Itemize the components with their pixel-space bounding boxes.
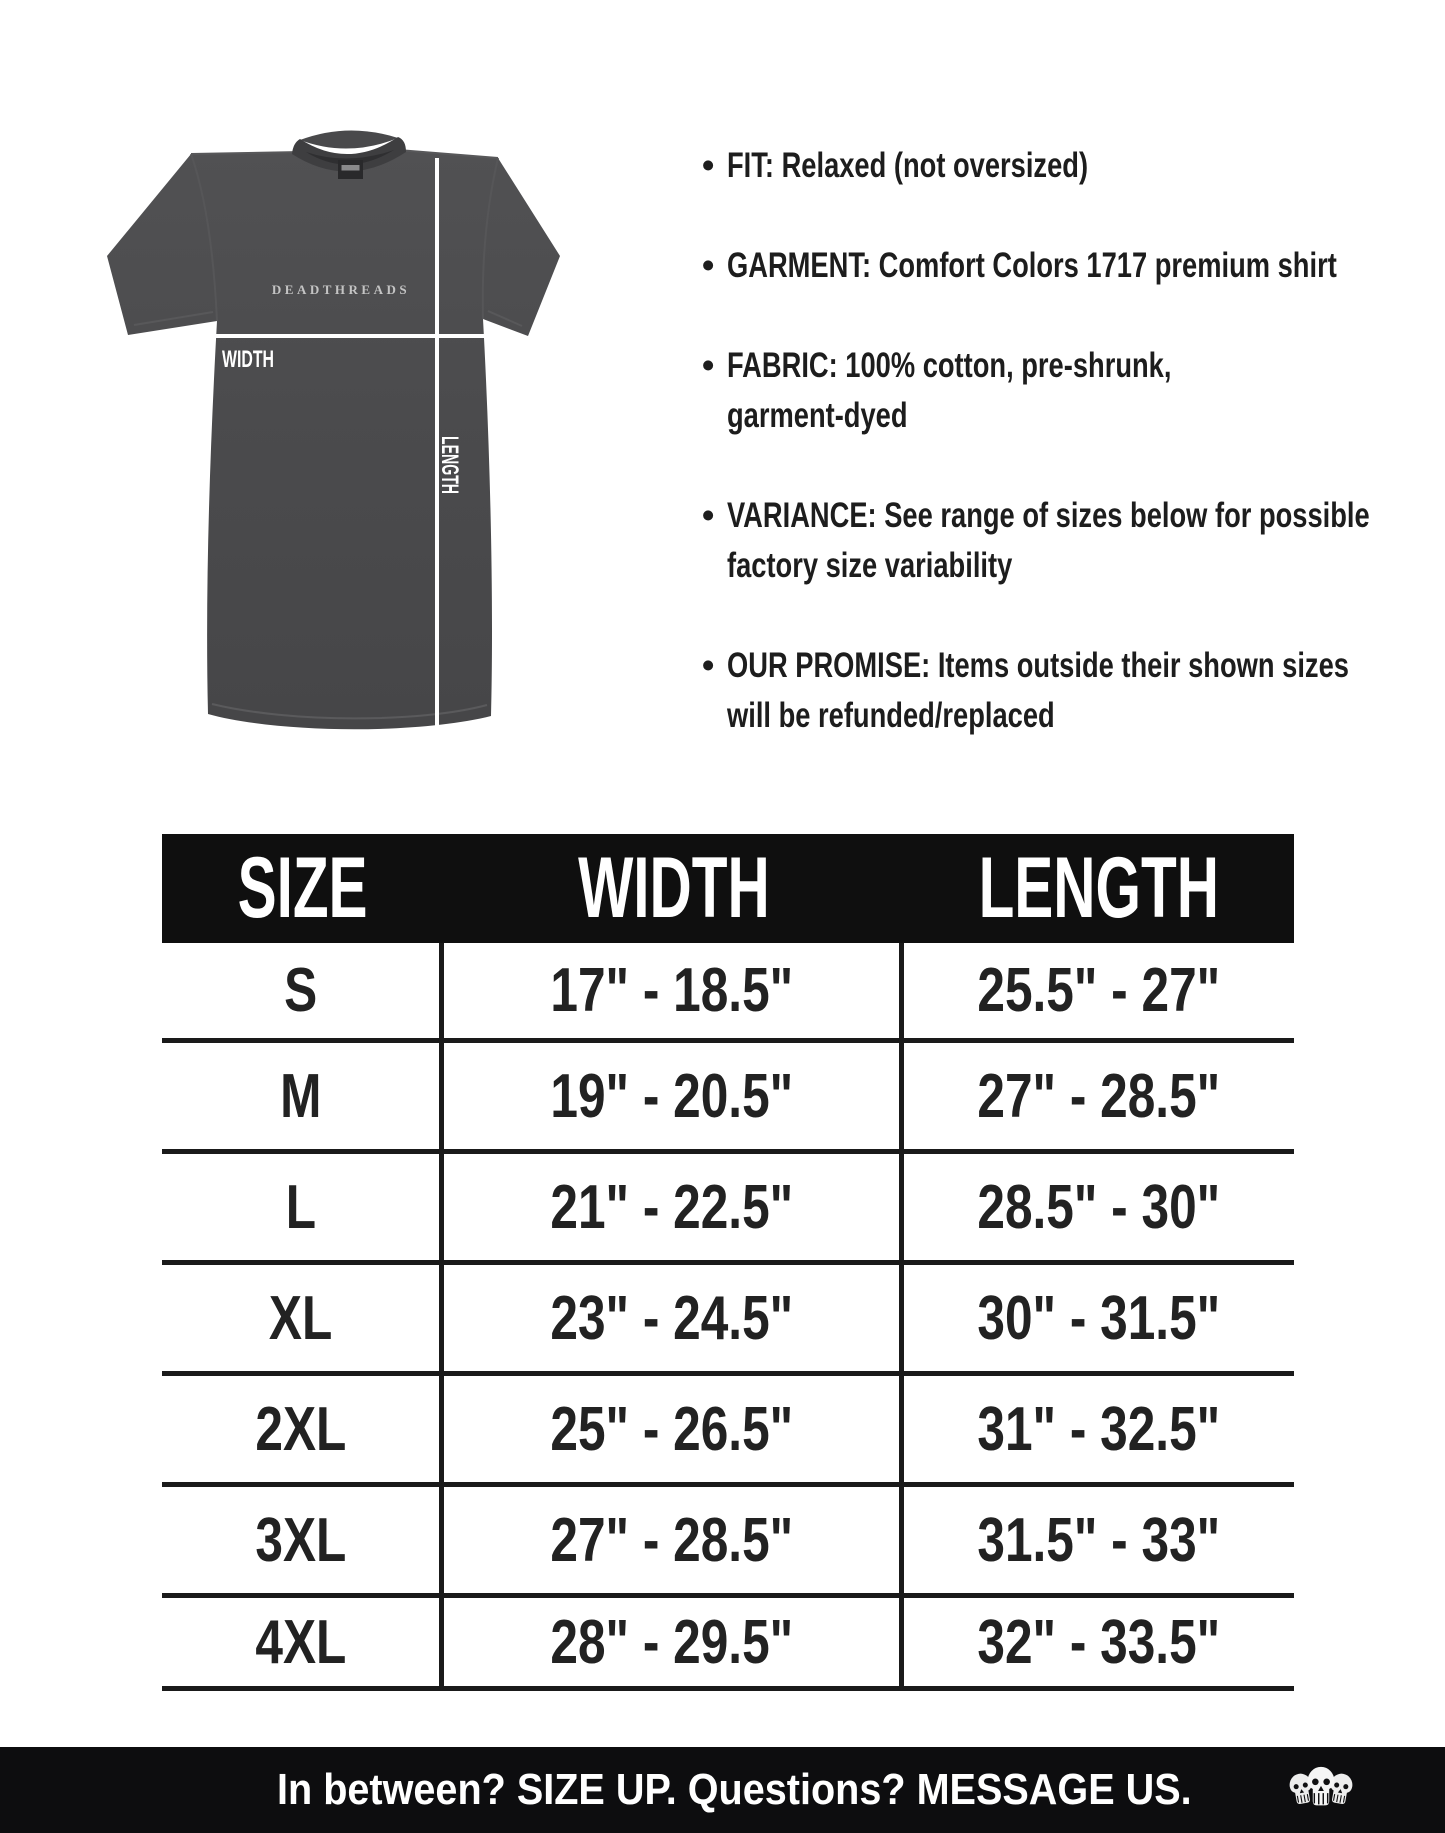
size-value: XL — [268, 1283, 333, 1353]
size-value: M — [279, 1061, 322, 1131]
length-value: 27" - 28.5" — [977, 1061, 1221, 1131]
length-value: 30" - 31.5" — [977, 1283, 1221, 1353]
cell-width — [444, 1265, 904, 1371]
footer-message-text: In between? SIZE UP. Questions? MESSAGE US. — [277, 1765, 1192, 1814]
feature-line: will be refunded/replaced — [727, 696, 1055, 735]
header-cell-length — [904, 834, 1294, 943]
three-skulls-icon — [1284, 1757, 1358, 1823]
width-value: 21" - 22.5" — [550, 1172, 793, 1242]
table-row — [162, 1154, 1294, 1265]
table-row — [162, 1265, 1294, 1376]
tshirt-image — [80, 128, 660, 748]
table-row — [162, 1043, 1294, 1154]
feature-line: • FABRIC: 100% cotton, pre-shrunk, — [727, 346, 1172, 385]
feature-list — [700, 141, 1410, 791]
width-value: 27" - 28.5" — [550, 1505, 793, 1575]
width-value: 28" - 29.5" — [550, 1607, 793, 1677]
header-label: WIDTH — [578, 840, 770, 936]
cell-size — [162, 1487, 444, 1593]
cell-size — [162, 943, 444, 1038]
cell-length — [904, 1265, 1294, 1371]
table-row — [162, 1376, 1294, 1487]
width-value: 19" - 20.5" — [550, 1061, 793, 1131]
table-row — [162, 943, 1294, 1043]
cell-width — [444, 1376, 904, 1482]
size-value: 4XL — [255, 1607, 346, 1677]
feature-item-variance — [700, 491, 1410, 591]
cell-length — [904, 1487, 1294, 1593]
size-value: 2XL — [255, 1394, 346, 1464]
feature-line: garment-dyed — [727, 396, 908, 435]
header-cell-size — [162, 834, 444, 943]
cell-size — [162, 1154, 444, 1260]
cell-length — [904, 1043, 1294, 1149]
tshirt-body — [107, 150, 560, 729]
length-value: 25.5" - 27" — [977, 956, 1221, 1025]
cell-width — [444, 1043, 904, 1149]
cell-width — [444, 943, 904, 1038]
header-label: LENGTH — [978, 840, 1220, 936]
footer-message — [277, 1765, 1293, 1815]
width-value: 25" - 26.5" — [550, 1394, 793, 1464]
size-table-header — [162, 834, 1294, 943]
cell-size — [162, 1598, 444, 1686]
neck-label-print — [342, 165, 360, 171]
footer-bar — [0, 1747, 1445, 1833]
length-value: 31.5" - 33" — [977, 1505, 1221, 1575]
width-value: 23" - 24.5" — [550, 1283, 793, 1353]
cell-width — [444, 1487, 904, 1593]
feature-line: • GARMENT: Comfort Colors 1717 premium shirt — [727, 246, 1337, 285]
feature-line: factory size variability — [727, 546, 1013, 585]
width-measure-label: WIDTH — [222, 346, 274, 373]
feature-line: • VARIANCE: See range of sizes below for possible — [727, 496, 1370, 535]
cell-size — [162, 1376, 444, 1482]
width-value: 17" - 18.5" — [550, 956, 793, 1025]
cell-length — [904, 1376, 1294, 1482]
feature-item-fit — [700, 141, 1410, 191]
length-value: 31" - 32.5" — [977, 1394, 1221, 1464]
shirt-brand-text: DEADTHREADS — [271, 282, 411, 297]
tshirt-diagram — [80, 128, 660, 748]
length-measure-label: LENGTH — [436, 436, 463, 535]
cell-size — [162, 1043, 444, 1149]
feature-item-garment — [700, 241, 1410, 291]
feature-item-promise — [700, 641, 1410, 741]
size-value: S — [283, 956, 318, 1025]
length-value: 28.5" - 30" — [977, 1172, 1221, 1242]
size-value: L — [285, 1172, 316, 1242]
header-cell-width — [444, 834, 904, 943]
feature-line: • OUR PROMISE: Items outside their shown sizes — [727, 646, 1349, 685]
cell-width — [444, 1598, 904, 1686]
table-row — [162, 1598, 1294, 1691]
cell-length — [904, 943, 1294, 1038]
cell-size — [162, 1265, 444, 1371]
cell-width — [444, 1154, 904, 1260]
feature-item-fabric — [700, 341, 1410, 441]
cell-length — [904, 1598, 1294, 1686]
cell-length — [904, 1154, 1294, 1260]
table-row — [162, 1487, 1294, 1598]
length-value: 32" - 33.5" — [977, 1607, 1221, 1677]
header-label: SIZE — [238, 840, 368, 936]
size-table — [162, 834, 1294, 1691]
size-value: 3XL — [255, 1505, 346, 1575]
feature-line: • FIT: Relaxed (not oversized) — [727, 146, 1089, 185]
